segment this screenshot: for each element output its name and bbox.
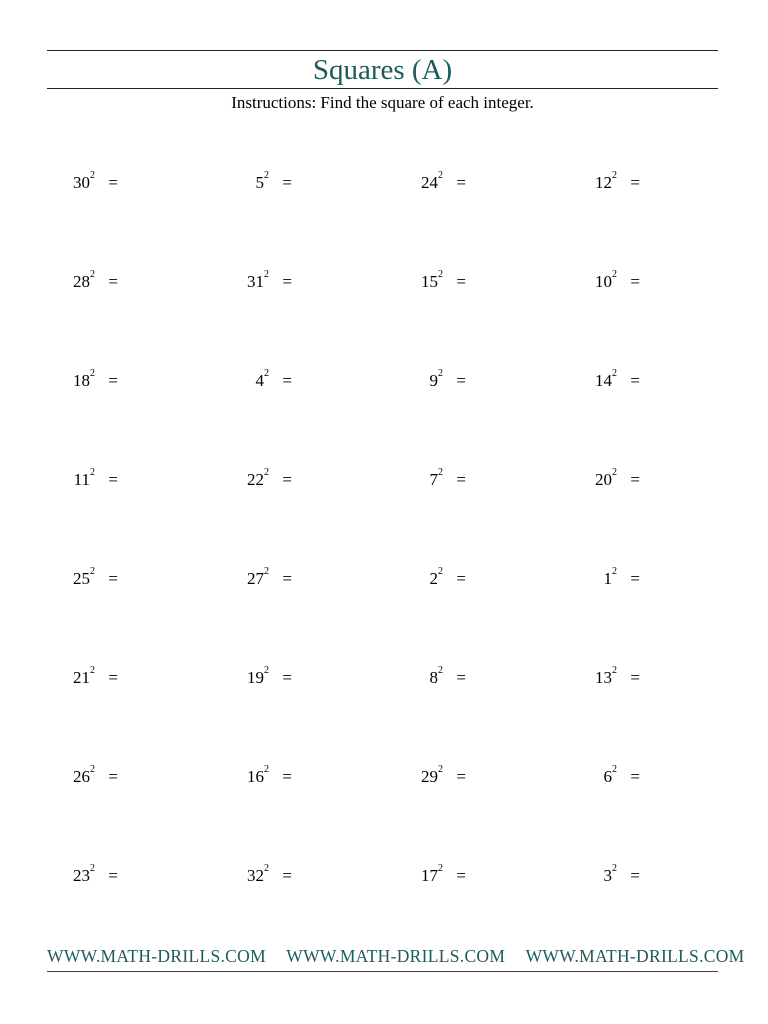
problem-base: 1 [603, 569, 612, 588]
problem-item [212, 566, 292, 592]
equals-sign: = [108, 668, 118, 687]
problem-exponent: 2 [90, 566, 95, 577]
problem-base: 32 [247, 866, 264, 885]
equals-sign: = [456, 866, 466, 885]
problem-base: 15 [421, 272, 438, 291]
problem-base: 17 [421, 866, 438, 885]
problem-base: 9 [429, 371, 438, 390]
problem-item [560, 665, 640, 691]
problem-base: 26 [73, 767, 90, 786]
problem-item [212, 467, 292, 493]
problem-item [38, 566, 118, 592]
problem-exponent: 2 [90, 269, 95, 280]
problem-base: 4 [255, 371, 264, 390]
problem-item [212, 764, 292, 790]
problem-item [212, 170, 292, 196]
problem-base: 5 [255, 173, 264, 192]
equals-sign: = [630, 371, 640, 390]
top-rule [47, 50, 718, 51]
equals-sign: = [456, 668, 466, 687]
problem-exponent: 2 [612, 467, 617, 478]
problem-item [560, 269, 640, 295]
problem-exponent: 2 [90, 368, 95, 379]
problem-item [386, 269, 466, 295]
problem-exponent: 2 [612, 863, 617, 874]
problem-base: 14 [595, 371, 612, 390]
instructions: Instructions: Find the square of each integer. [231, 93, 534, 112]
problem-exponent: 2 [438, 665, 443, 676]
problem-base: 22 [247, 470, 264, 489]
equals-sign: = [282, 569, 292, 588]
problem-base: 3 [603, 866, 612, 885]
problem-item [386, 665, 466, 691]
problem-item [386, 566, 466, 592]
problem-base: 11 [73, 470, 90, 489]
problem-exponent: 2 [612, 665, 617, 676]
problem-item [38, 269, 118, 295]
footer-rule [47, 971, 718, 972]
equals-sign: = [630, 767, 640, 786]
problem-exponent: 2 [438, 170, 443, 181]
equals-sign: = [630, 272, 640, 291]
equals-sign: = [282, 767, 292, 786]
problem-base: 7 [429, 470, 438, 489]
problem-base: 13 [595, 668, 612, 687]
problem-base: 19 [247, 668, 264, 687]
problem-item [212, 665, 292, 691]
problem-exponent: 2 [612, 566, 617, 577]
problem-exponent: 2 [90, 863, 95, 874]
problem-item [560, 764, 640, 790]
equals-sign: = [108, 272, 118, 291]
problem-base: 31 [247, 272, 264, 291]
problem-exponent: 2 [612, 368, 617, 379]
problem-base: 2 [429, 569, 438, 588]
problem-item [38, 170, 118, 196]
problem-item [386, 170, 466, 196]
footer [47, 944, 745, 968]
problem-exponent: 2 [612, 764, 617, 775]
equals-sign: = [108, 470, 118, 489]
problem-exponent: 2 [90, 764, 95, 775]
equals-sign: = [108, 371, 118, 390]
footer-url: WWW.MATH-DRILLS.COM [47, 946, 266, 966]
problem-item [386, 467, 466, 493]
equals-sign: = [456, 569, 466, 588]
problem-base: 6 [603, 767, 612, 786]
problem-exponent: 2 [264, 467, 269, 478]
problem-exponent: 2 [264, 863, 269, 874]
problem-base: 18 [73, 371, 90, 390]
equals-sign: = [456, 470, 466, 489]
problem-exponent: 2 [612, 269, 617, 280]
problem-exponent: 2 [90, 170, 95, 181]
equals-sign: = [630, 470, 640, 489]
problem-exponent: 2 [264, 269, 269, 280]
worksheet-title: Squares (A) [312, 54, 453, 86]
problem-exponent: 2 [90, 467, 95, 478]
problem-base: 12 [595, 173, 612, 192]
equals-sign: = [282, 668, 292, 687]
equals-sign: = [108, 173, 118, 192]
problem-item [560, 566, 640, 592]
problem-item [386, 764, 466, 790]
equals-sign: = [456, 173, 466, 192]
problem-item [38, 863, 118, 889]
equals-sign: = [108, 569, 118, 588]
problem-item [38, 764, 118, 790]
problem-exponent: 2 [264, 170, 269, 181]
problem-exponent: 2 [438, 764, 443, 775]
problem-exponent: 2 [264, 764, 269, 775]
equals-sign: = [630, 668, 640, 687]
problem-base: 10 [595, 272, 612, 291]
equals-sign: = [456, 767, 466, 786]
equals-sign: = [282, 470, 292, 489]
problem-exponent: 2 [438, 467, 443, 478]
problem-item [38, 467, 118, 493]
problem-exponent: 2 [612, 170, 617, 181]
problem-exponent: 2 [438, 566, 443, 577]
problem-base: 28 [73, 272, 90, 291]
problem-item [212, 863, 292, 889]
equals-sign: = [108, 866, 118, 885]
problem-base: 27 [247, 569, 264, 588]
title-rule [47, 88, 718, 89]
problem-item [560, 863, 640, 889]
problem-item [560, 170, 640, 196]
problem-base: 24 [421, 173, 438, 192]
footer-url: WWW.MATH-DRILLS.COM [286, 946, 506, 966]
problem-exponent: 2 [438, 863, 443, 874]
problem-exponent: 2 [264, 368, 269, 379]
problem-base: 21 [73, 668, 90, 687]
equals-sign: = [108, 767, 118, 786]
equals-sign: = [456, 272, 466, 291]
equals-sign: = [282, 371, 292, 390]
problem-item [386, 863, 466, 889]
problem-base: 23 [73, 866, 90, 885]
problem-base: 25 [73, 569, 90, 588]
problem-exponent: 2 [264, 566, 269, 577]
equals-sign: = [630, 569, 640, 588]
problem-item [386, 368, 466, 394]
problem-item [212, 269, 292, 295]
problem-exponent: 2 [438, 368, 443, 379]
footer-url: WWW.MATH-DRILLS.COM [525, 946, 745, 966]
equals-sign: = [456, 371, 466, 390]
equals-sign: = [630, 866, 640, 885]
problem-base: 29 [421, 767, 438, 786]
problem-base: 16 [247, 767, 264, 786]
equals-sign: = [282, 866, 292, 885]
problem-base: 30 [73, 173, 90, 192]
problem-item [38, 368, 118, 394]
problem-item [38, 665, 118, 691]
problem-item [560, 467, 640, 493]
problem-item [560, 368, 640, 394]
equals-sign: = [282, 173, 292, 192]
equals-sign: = [630, 173, 640, 192]
problem-exponent: 2 [438, 269, 443, 280]
problem-base: 20 [595, 470, 612, 489]
problem-exponent: 2 [90, 665, 95, 676]
problem-exponent: 2 [264, 665, 269, 676]
equals-sign: = [282, 272, 292, 291]
problem-base: 8 [429, 668, 438, 687]
problem-item [212, 368, 292, 394]
